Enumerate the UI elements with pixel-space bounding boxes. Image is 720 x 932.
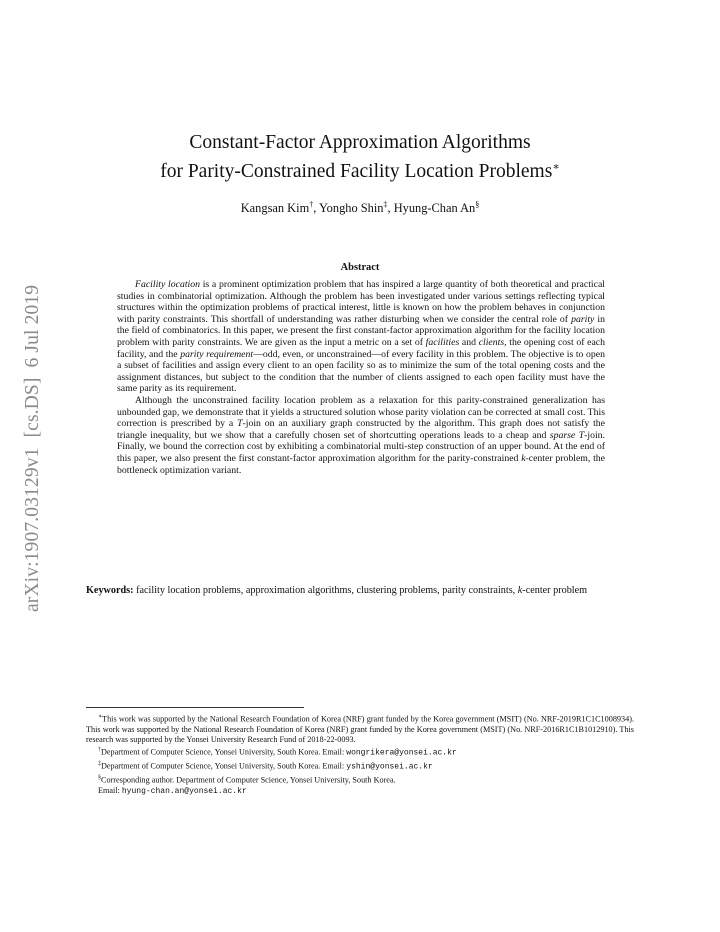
keywords-text: facility location problems, approximation algorithms, clustering problems, parity constraints, (133, 585, 518, 596)
footnote-text: Corresponding author. Department of Computer Science, Yonsei University, South Korea. (101, 775, 396, 785)
footnote-author-2 (86, 759, 634, 773)
footnote-text: Department of Computer Science, Yonsei University, South Korea. Email: (101, 748, 347, 758)
author-mark: ‡ (383, 200, 388, 209)
keywords (86, 585, 634, 598)
author-name: Yongho Shin (318, 201, 384, 216)
footnote-mark: † (98, 747, 101, 754)
footnotes (86, 712, 634, 797)
title-line-2 (90, 155, 630, 184)
abstract-paragraph-1 (117, 279, 605, 395)
abstract-text: Although the unconstrained facility location problem as a relaxation for this parity-constrained generalization has unbounded gap, we demonstrate that it yields a structured solution whose parity violation can be corrected at small cost. This correction is prescribed by a (117, 394, 606, 430)
title-line-2-text: for Parity-Constrained Facility Location Problems (160, 161, 553, 182)
abstract-emphasis: sparse T (549, 429, 585, 441)
title-footnote-mark: ∗ (552, 161, 560, 173)
abstract-text: —odd, even, or unconstrained—of every facility in this problem. The objective is to open a subset of facilities and assign every client to an open facility so as to minimize the sum of the total opening costs and the assignment distances, but subject to the condition that the number of clients assigned to each open facility must have the same parity as its requirement. (117, 348, 605, 395)
footnote-divider (86, 707, 304, 708)
footnote-email-label: Email: (98, 786, 122, 796)
title-line-1: Constant-Factor Approximation Algorithms (189, 132, 531, 153)
abstract-body (117, 279, 605, 476)
abstract-text: , the opening cost of each facility, and the (117, 336, 605, 360)
abstract-emphasis: Facility location (135, 279, 200, 290)
paper-title (90, 131, 630, 184)
footnote-funding (86, 712, 634, 745)
footnote-email: hyung-chan.an@yonsei.ac.kr (121, 787, 247, 797)
author-name: Hyung-Chan An (393, 201, 476, 216)
abstract-text: -center problem, the bottleneck optimization variant. (117, 452, 605, 476)
arxiv-identifier: arXiv:1907.03129v1 [cs.DS] 6 Jul 2019 (22, 284, 43, 612)
abstract-emphasis: parity (571, 313, 595, 325)
abstract-paragraph-2 (117, 395, 605, 476)
author-name: Kangsan Kim (240, 201, 310, 216)
footnote-text: This work was supported by the National Research Foundation of Korea (NRF) grant funded by the Korea government (MSIT) (No. NRF-2019R1C1C1008934). This work was supported by the National Research Foundation of Korea (NRF) grant funded by the Korea government (MSIT) (No. NRF-2016R1C1B1012910). This research was supported by the Yonsei University Research Fund of 2018-22-0093. (86, 714, 634, 745)
footnote-email: wongrikera@yonsei.ac.kr (346, 749, 457, 759)
footnote-mark: ‡ (98, 761, 101, 768)
keywords-text-end: -center problem (522, 585, 588, 596)
abstract-math: T (237, 418, 243, 430)
abstract-text: is a prominent optimization problem that has inspired a large quantity of both theoretical and practical studies in combinatorial optimization. Although the problem has been investigated under various settings reflecting typical structures within the optimization problems of practical interest, little is known on how the problem behaves in conjunction with parity constraints. This shortfall of understanding was rather disturbing when we consider the central role of (117, 279, 605, 325)
footnote-author-1 (86, 745, 634, 759)
footnote-author-3-email (86, 786, 634, 797)
keywords-math: k (517, 585, 523, 596)
abstract-text: in the field of combinatorics. In this paper, we present the first constant-factor approximation algorithm for the facility location problem with parity constraints. We are given as the input a metric on a set of (117, 313, 605, 348)
author-mark: † (309, 200, 314, 209)
abstract-emphasis: clients (478, 336, 505, 348)
author-separator: , (387, 201, 394, 216)
abstract-text: and (459, 336, 479, 348)
author-mark: § (475, 200, 480, 209)
footnote-text: Department of Computer Science, Yonsei University, South Korea. Email: (101, 762, 347, 772)
footnote-author-3 (86, 773, 634, 786)
abstract-math: k (521, 452, 526, 464)
author-separator: , (313, 201, 319, 216)
keywords-label: Keywords: (86, 585, 134, 596)
author-list (90, 200, 630, 216)
abstract-emphasis: facilities (425, 336, 460, 348)
abstract-text: -join. Finally, we bound the correction cost by exhibiting a combinatorial multi-step construction of an upper bound. At the end of this paper, we also present the first constant-factor approximation algorithm for the parity-constrained (117, 429, 605, 464)
abstract-emphasis: parity requirement (180, 348, 254, 360)
footnote-mark: § (98, 775, 101, 782)
footnote-mark: ∗ (98, 714, 103, 720)
abstract-heading: Abstract (340, 262, 380, 273)
abstract-text: -join on an auxiliary graph constructed by the algorithm. This graph does not satisfy the triangle inequality, but we show that a carefully chosen set of shortcutting operations leads to a cheap and (117, 418, 605, 441)
footnote-email: yshin@yonsei.ac.kr (346, 763, 433, 773)
